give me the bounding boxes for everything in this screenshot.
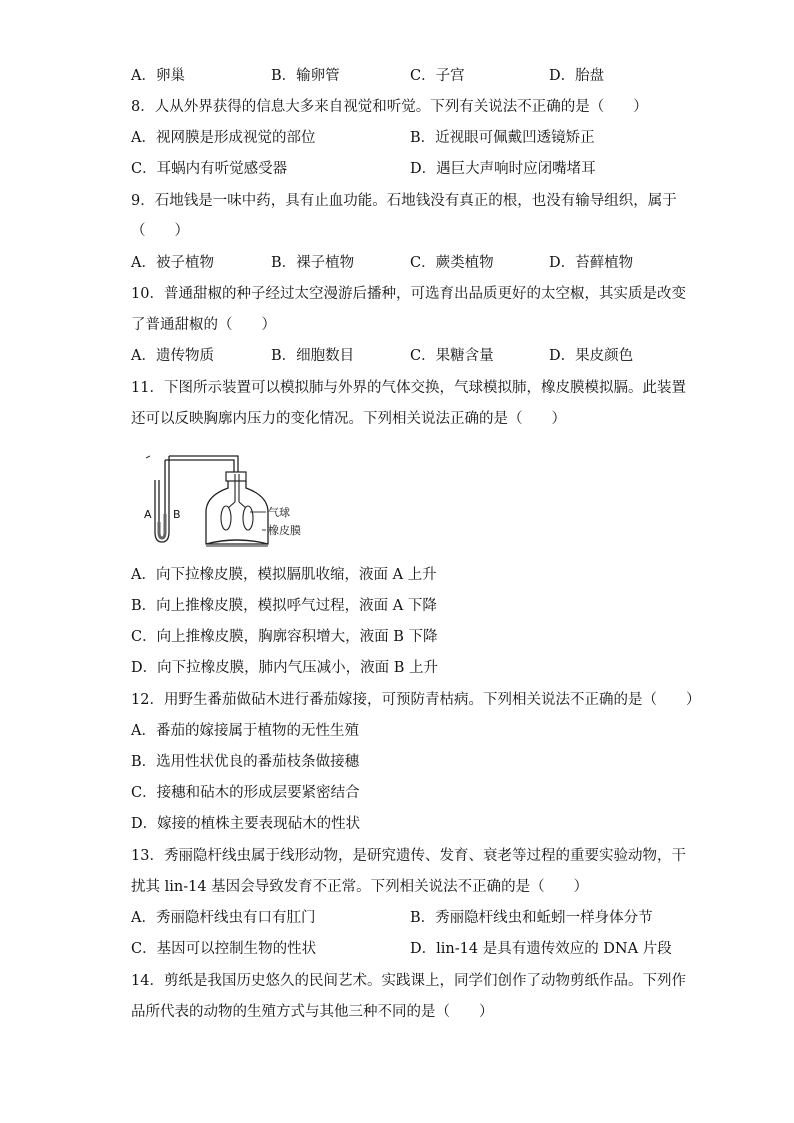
q11-stem-line1: 11．下图所示装置可以模拟肺与外界的气体交换，气球模拟肺，橡皮膜模拟膈。此装置	[131, 380, 686, 396]
q13-stem-line1: 13．秀丽隐杆线虫属于线形动物，是研究遗传、发育、衰老等过程的重要实验动物，干	[131, 848, 686, 864]
q11-option-c: C．向上推橡皮膜，胸廓容积增大，液面 B 下降	[131, 629, 438, 645]
q8-option-a: A．视网膜是形成视觉的部位	[131, 130, 316, 146]
q8-option-c: C．耳蜗内有听觉感受器	[131, 161, 288, 177]
lung-model-figure	[140, 452, 320, 552]
q9-option-d: D．苔藓植物	[549, 255, 634, 271]
q12-stem: 12．用野生番茄做砧木进行番茄嫁接，可预防青枯病。下列相关说法不正确的是（ ）	[131, 692, 701, 708]
q13-option-b: B．秀丽隐杆线虫和蚯蚓一样身体分节	[410, 910, 653, 926]
label-balloon: 气球	[268, 506, 290, 519]
q12-option-a: A．番茄的嫁接属于植物的无性生殖	[131, 723, 359, 739]
q10-option-d: D．果皮颜色	[549, 348, 634, 364]
q13-option-d: D．lin-14 是具有遗传效应的 DNA 片段	[410, 941, 672, 957]
q8-stem: 8．人从外界获得的信息大多来自视觉和听觉。下列有关说法不正确的是（ ）	[131, 99, 648, 115]
q10-option-b: B．细胞数目	[271, 348, 355, 364]
q7-option-d: D．胎盘	[549, 68, 605, 84]
q11-option-b: B．向上推橡皮膜，模拟呼气过程，液面 A 下降	[131, 598, 437, 614]
q8-option-d: D．遇巨大声响时应闭嘴堵耳	[410, 161, 596, 177]
q7-option-a: A．卵巢	[131, 68, 185, 84]
q10-option-a: A．遗传物质	[131, 348, 214, 364]
q11-option-d: D．向下拉橡皮膜，肺内气压减小，液面 B 上升	[131, 660, 438, 676]
q10-stem-line2: 了普通甜椒的（ ）	[131, 317, 276, 333]
balloon-right	[243, 506, 253, 530]
label-membrane: 橡皮膜	[268, 524, 301, 537]
q9-option-a: A．被子植物	[131, 255, 214, 271]
q12-option-c: C．接穗和砧木的形成层要紧密结合	[131, 785, 360, 801]
q12-option-d: D．嫁接的植株主要表现砧木的性状	[131, 816, 361, 832]
q8-option-b: B．近视眼可佩戴凹透镜矫正	[410, 130, 595, 146]
q13-stem-line2: 扰其 lin-14 基因会导致发育不正常。下列相关说法不正确的是（ ）	[131, 879, 589, 895]
q10-stem-line1: 10．普通甜椒的种子经过太空漫游后播种，可选育出品质更好的太空椒，其实质是改变	[131, 286, 686, 302]
q11-option-a: A．向下拉橡皮膜，模拟膈肌收缩，液面 A 上升	[131, 567, 437, 583]
q13-option-c: C．基因可以控制生物的性状	[131, 941, 317, 957]
label-a: A	[144, 508, 152, 521]
q13-option-a: A．秀丽隐杆线虫有口有肛门	[131, 910, 316, 926]
q9-stem-line2: （ ）	[131, 223, 189, 239]
balloon-left	[221, 506, 231, 530]
q11-stem-line2: 还可以反映胸廓内压力的变化情况。下列相关说法正确的是（ ）	[131, 411, 566, 427]
q9-option-c: C．蕨类植物	[410, 255, 494, 271]
q10-option-c: C．果糖含量	[410, 348, 494, 364]
q14-stem-line2: 品所代表的动物的生殖方式与其他三种不同的是（ ）	[131, 1004, 494, 1020]
q14-stem-line1: 14．剪纸是我国历史悠久的民间艺术。实践课上，同学们创作了动物剪纸作品。下列作	[131, 973, 686, 989]
q9-stem-line1: 9．石地钱是一味中药，具有止血功能。石地钱没有真正的根，也没有输导组织，属于	[131, 193, 677, 209]
label-b: B	[173, 508, 181, 521]
q12-option-b: B．选用性状优良的番茄枝条做接穗	[131, 754, 360, 770]
q7-option-b: B．输卵管	[271, 68, 340, 84]
q9-option-b: B．裸子植物	[271, 255, 355, 271]
q7-option-c: C．子宫	[410, 68, 465, 84]
